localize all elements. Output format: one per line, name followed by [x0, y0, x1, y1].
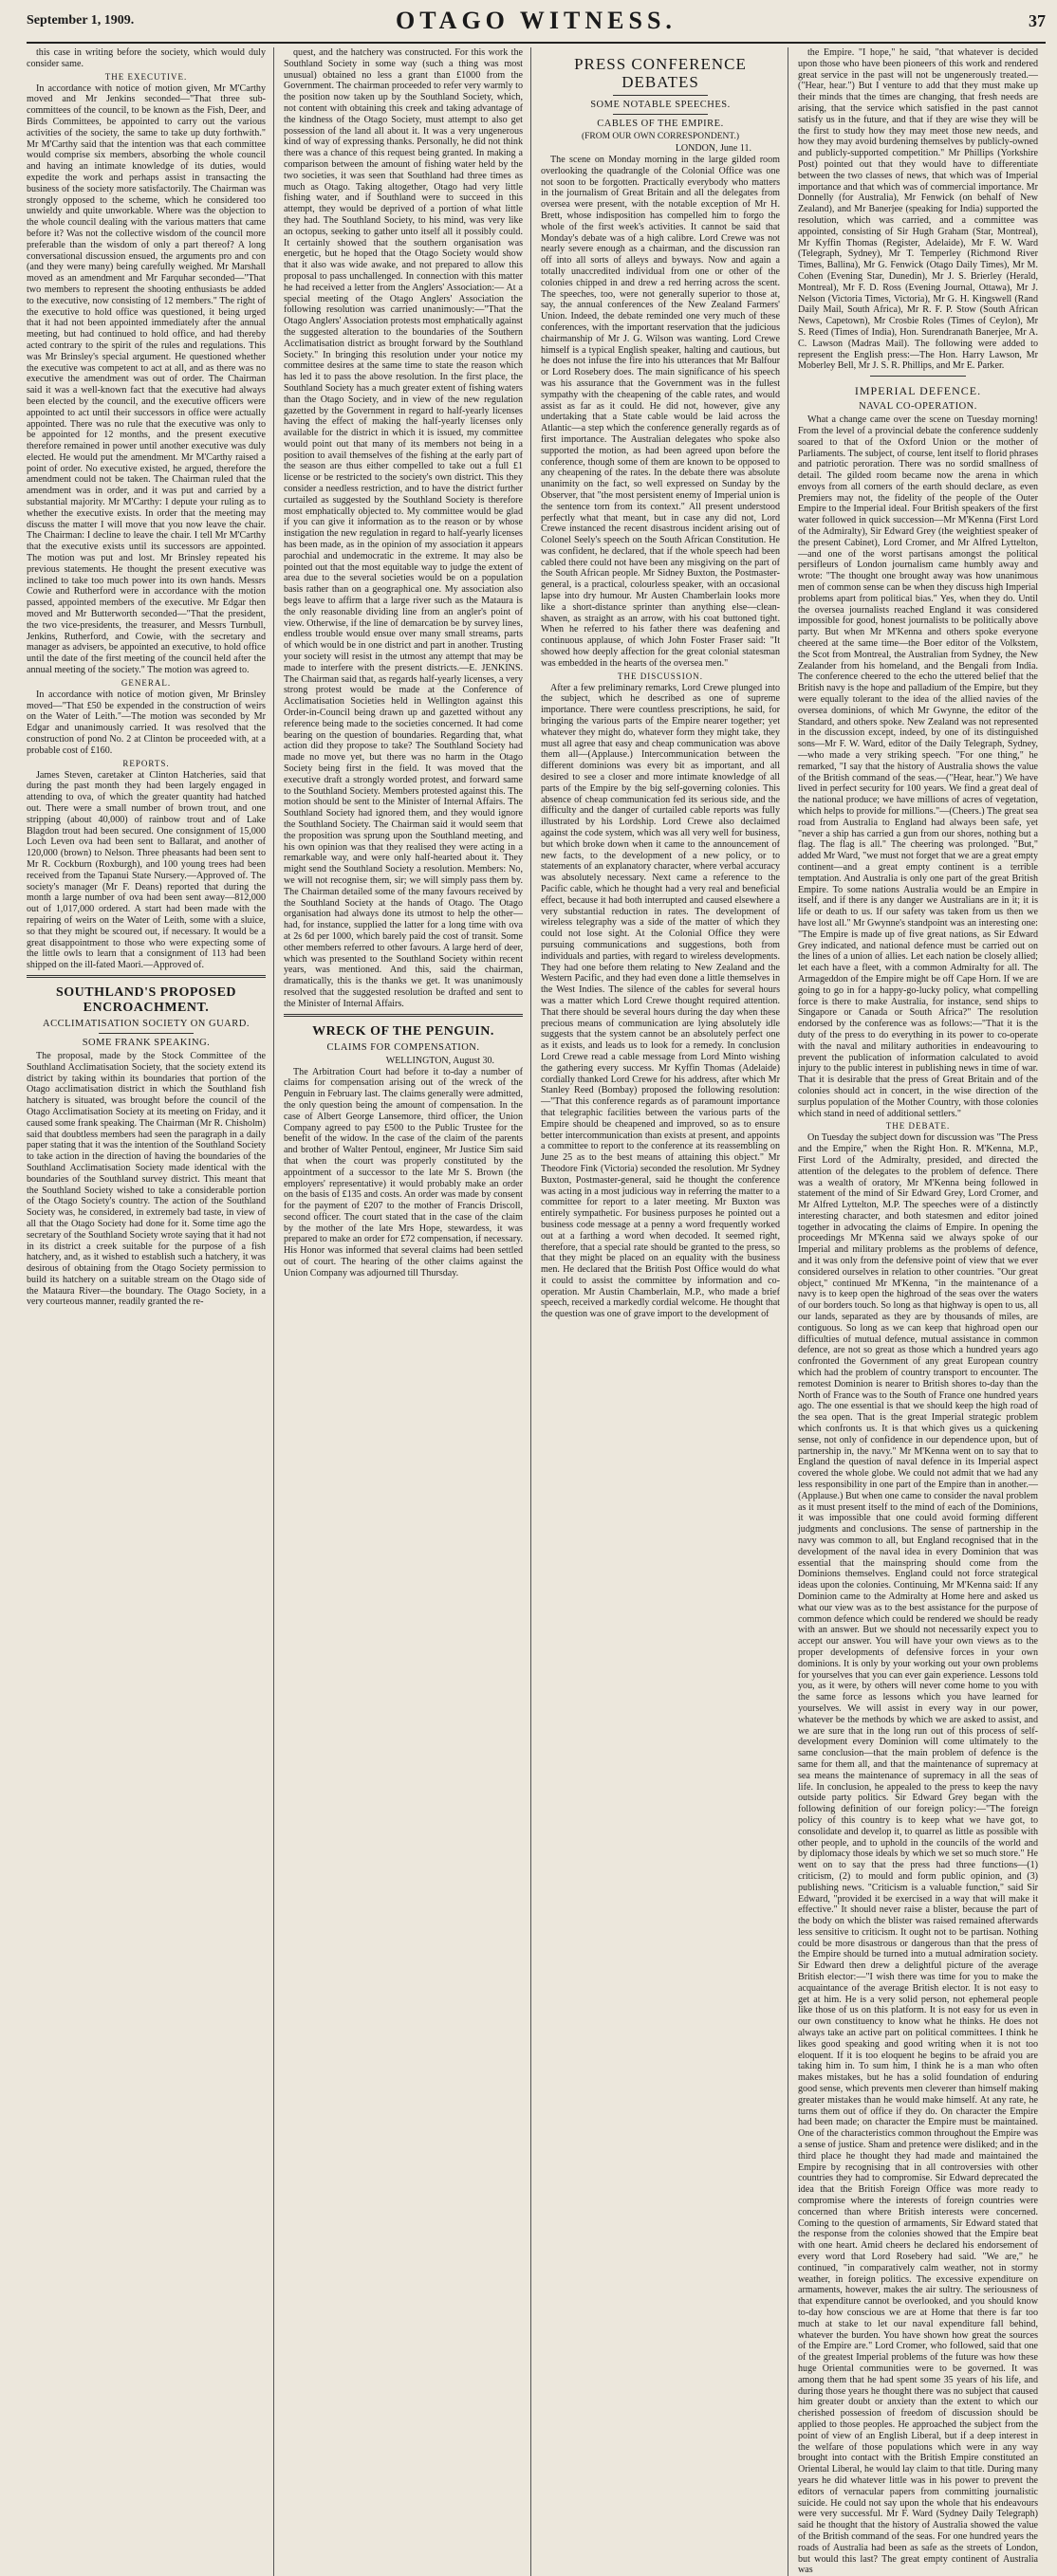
byline: (FROM OUR OWN CORRESPONDENT.) [581, 132, 740, 141]
column-1 [27, 47, 274, 2576]
article-text: On Tuesday the subject down for discussion was "The Press and the Empire," when the Right Hon. R. M'Kenna, M.P., First Lord of the Admiralty, presided, and directed the attention of the delegates to the problem of defence. There was a wealth of oratory, Mr M'Kenna being followed in statement of the mind of Sir Edward Grey, Lord Cromer, and Mr Alfred Lyttelton, M.P. The speeches were of a distinctly interesting character, and both statesmen and editor joined together in advocating the claims of Empire. In opening the proceedings Mr M'Kenna said we always spoke of our Imperial and military problems as the problems of defence, and it was only from the defensive point of view that we ever considered ourselves in relation to other countries. "Our great object," continued Mr M'Kenna, "in the maintenance of a navy is to keep open the highroad of the seas over the waters of our borders touch. So long as that highway is open to us, all our lands, separated as they are by thousands of miles, are contiguous. So long as we can keep that highroad open our difficulties of mutual defence, mutual assistance in common defence, are not so great as those which a hundred years ago confronted the Government of any great European country which had the problem of country transport to encounter. The remotest Dominion is nearer to British shores to-day than the North of France was to the South of France one hundred years ago. The one essential is that we should keep the high road of the sea open. That is the great Imperial strategic problem which confronts us. It is that which gives us a quickening sense, not only of confidence in our dependence upon, but of partnership in, the navy." Mr M'Kenna went on to say that to England the question of naval defence in its Imperial aspect covered the whole globe. We could not admit that we had any less responsibility in one part of the Empire than in another.—(Applause.) But when one came to consider the naval problem as it must present itself to the mind of each of the Dominions, it was impossible that one could avoid forming different judgments and conclusions. The sense of partnership in the navy was common to all, but England recognised that in the development of the naval idea in every Dominion that was essential that the mainspring should come from the Dominions themselves. England could not force strategical ideas upon the colonies. Continuing, Mr M'Kenna said: If any Dominion came to the Admiralty at Home here and asked us what our view was as to the best assistance for the purpose of common defence which could be rendered we should be ready with an answer. But we should not necessarily expect you to accept our answer. You will have your own views as to the proper developments of defensive forces in your own dominions. It is only by your working out your own problems for yourselves that you can ever gain experience. Lessons told you, as it were, by others will never come home to you with the same force as lessons which you have learned for yourselves. We will assist in every way in our power, whatever be the methods by which we are asked to assist, and we are sure that in the long run out of this process of self-development every Dominion will come ultimately to the same conclusion—that the main problem of defence is the same for them all, and that the maintenance of supremacy at sea means the maintenance of supremacy in all the seas of life. In conclusion, he appealed to the press to keep the navy outside party politics. Sir Edward Grey began with the following definition of our foreign policy:—"The foreign policy of this country is to keep what we have got, to consolidate and develop it, to quarrel as little as possible with other people, and to uphold in the councils of the world and by diplomacy those ideals by which we set so much store." He went on to say that the press had three functions—(1) criticism, (2) to mould and form public opinion, and (3) publishing news. "Criticism is a valuable function," said Sir Edward, "provided it be exercised in a way that will make it effective." It should never raise a blister, because the part of the body on which the blister was raised remained afterwards less sensitive to criticism. It ought not to be partisan. Nothing could be more disastrous or dangerous than that the press of the Empire should be turned into a mutual admiration society. Sir Edward then drew a delightful picture of the average British elector:—"I wish there was time for you to make the acquaintance of the average British elector. It is not easy to get at him. He is a very solid person, not ephemeral people like those of us on this platform. It is not easy for us even in our own constituency to know what he thinks. He does not always take an active part on political committees. I think he likes good speaking and good writing when it is not too eloquent. If it is too eloquent he begins to be afraid you are taking him in. To sum him, I think he is a man who often makes mistakes, but he has a solid foundation of enduring good sense, which prevents men cleverer than himself making greater mistakes than he would make himself. At any rate, he turns them out of office if they do. On character the Empire had been made; on character the Empire must be maintained. One of the characteristics common throughout the Empire was a sense of justice. Sham and pretence were disliked; and in the third place he thought they had made and maintained the Empire by recognising that in all controversies with other countries they had to compromise. Sir Edward deprecated the idea that the British Foreign Office was more ready to compromise where the interests of foreign countries were concerned than where British interests were concerned. Coming to the question of armaments, Sir Edward stated that the response from the colonies showed that the Empire beat with one heart. Amid cheers he declared his endorsement of every word that Lord Rosebery had said. "We are," he continued, "in comparatively calm weather, not in stormy weather, in foreign politics. The excessive expenditure on armaments, however, makes the air sultry. The seriousness of that expenditure cannot be overlooked, and you should know to-day how conscious we are at Home that there is far too much at stake to let our naval expenditure fall behind, whatever the burden. You have shown how great the sources of the Empire are." Lord Cromer, who followed, said that one of the greatest Imperial problems of the future was how these huge Oriental communities were to be governed. It was among them that he had spent some 35 years of his life, and during those years he thought there was no subject that caused him greater doubt or anxiety than the extent to which our cherished possession of freedom of discussion should be applied to those peoples. He approached the subject from the point of view of an English Liberal, but if a deep interest in the welfare of those populations which were in any way brought into contact with the British Empire constituted an Oriental Liberal, he would lay claim to that title. During many years he did whatever little was in his power to prevent the editors of vernacular papers from committing journalistic suicide. He could not say upon the whole that his endeavours were very successful. Mr F. Ward (Sydney Daily Telegraph) said he thought that the history of Australia showed the value of the British command of the seas. For one hundred years the roads of Australia had been as safe as the streets of London, but would this last? The great empty continent of Australia was [798, 1132, 1038, 2576]
article-text: James Steven, caretaker at Clinton Hatcheries, said that during the past month they had been largely engaged in attending to ova, of which the greater quantity had hatched out. There were a small number of brown trout, and one stripping (about 40,000) of rainbow trout and of Lake Blagdon trout had been secured. One consignment of 15,000 Loch Leven ova had been sent to Ballarat, and another of 120,000 (brown) to Nelson. Three pheasants had been sent to Mr R. Cockburn (Roxburgh), and 100 young trees had been received from the Tapanui State Nursery.—Approved of. The society's manager (Mr F. Deans) reported that during the month a large number of ova had been sent away—812,000 out of 1,017,000 ordered. A start had been made with the repairing of weirs on the Water of Leith, some with a sluice, so that they might be scoured out, if necessary. It would be a great disappointment to those who were expecting some of the little owls to learn that a consignment of 113 had been shipped on the ill-fated Maori.—Approved of. [27, 769, 266, 971]
article-text: The scene on Monday morning in the large gilded room overlooking the quadrangle of the Colonial Office was one not soon to be forgotten. Practically everybody who matters in the journalism of Great Britain and all the delegates from oversea were present, with the notable exception of Mr H. Brett, whose indisposition has compelled him to forgo the whole of the first week's activities. It cannot be said that Monday's debate was of a high calibre. Lord Crewe was not nearly severe enough as a chairman, and the discussion ran off into all sorts of alleys and byways. Now and again a totally unaccredited individual from one or other of the colonies chipped in and drew a red herring across the scent. The speeches, too, were not generally superior to those at, say, the annual conferences of the New Zealand Farmers' Union. Indeed, the debate reminded one very much of these conferences, with the important reservation that the judicious chairmanship of Mr J. G. Wilson was wanting. Lord Crewe himself is a typical English speaker, halting and cautious, but he does not infuse the fire into his utterances that Mr Balfour or Lord Rosebery does. The main significance of his speech was his assurance that the Government was in the fullest sympathy with the cheapening of the cable rates, and would assist as far as it could. He did not, however, give any undertaking that a State cable would be laid across the Atlantic—a step which the conference generally regards as of first importance. The Australian delegates who spoke also supported the motion, as had been agreed upon before the conference, though some of them are known to be opposed to any cheapening of the rates. In the debate there was absolute unanimity on the fact, so well expressed on Sunday by the Observer, that "the most persistent enemy of Imperial union is the sentence torn from its context." All present understood perfectly what that meant, but in case any did not, Lord Crewe instanced the recent disastrous incident arising out of Colonel Seely's speech on the South African Constitution. He was confident, he declared, that if the whole speech had been cabled there could not have been any misgiving on the part of the South African people. Mr Sidney Buxton, the Postmaster-general, is a practical, colourless speaker, with an occasional lapse into dry humour. Mr Austen Chamberlain looks more like a short-distance sprinter than anything else—clean-shaven, as straight as an arrow, with his coat buttoned tight. When he referred to his father there was deafening and continuous applause, of which John Foster Fraser said: "It showed how deeply affection for the great colonial statesman was embedded in the hearts of the oversea men." [541, 155, 780, 669]
issue-date: September 1, 1909. [27, 13, 135, 28]
article-text: quest, and the hatchery was constructed. For this work the Southland Society in some way (such a thing was most unusual) obtained no less a grant than £1000 from the Government. The chairman proceeded to refer very warmly to the position now taken up by the Southland Society, which, not content with obtaining this creek and taking advantage of the kindness of the Otago Society, must attempt to also get possession of the land all about it. It was a very ungenerous kind of way of expressing thanks. Personally, he did not think there was a chance of this request being granted. In making a comparison between the amount of fishing water held by the two societies, it was seen that Southland had three times as much as Otago. Taking altogether, Otago had very little fishing water, and if Southland were to succeed in this attempt, they would be deprived of a portion of what little they had. The Southland Society, to his mind, was very like an octopus, seeking to gather unto itself all it possibly could. It certainly showed that the southern organisation was energetic, but he hoped that the Otago Society would show that it also was wide awake, and not prepared to allow this proposal to pass unchallenged. In connection with this matter he had received a letter from the Anglers' Association:— At a special meeting of the Otago Anglers' Association the following resolution was carried unanimously:—"That the Otago Anglers' Association protests most emphatically against the suggested alteration to the boundaries of the Southern Acclimatisation district as brought forward by the Southland Society." In bringing this resolution under your notice my committee desires at the same time to state the reason which has led it to pass the above resolution. In the first place, the Southland Society has a much greater extent of fishing waters than the Otago Society, and in view of the new regulation gazetted by the Government in regard to half-yearly licenses having the effect of making the half-yearly licenses only available for the district in which it is issued, my committee would point out that many of its members not being in a position to avail themselves of the fishing at the early part of the season are thus either compelled to take out a full £1 license or be restricted to the society's own district. This they consider a needless restriction, and to have the district further curtailed as suggested by the Southland Society is therefore most emphatically objected to. My committee would be glad if you can give it information as to the reason or by whose instigation the new regulation in regard to half-yearly licenses has been made, as in the opinion of my association it appears parochial and undemocratic in the extreme. It may also be pointed out that the most equitable way to judge the extent of area due to the several societies would be on a population basis rather than on a geographical one. My association also begs leave to affirm that a large river such as the Mataura is the only reasonable dividing line from an angler's point of view. Otherwise, if the line of demarcation be by survey lines, endless trouble would ensue over many small streams, parts of which would be in one district and part in another. Trusting your society will resist in the utmost any attempt that may be made to interfere with the present districts.—E. JENKINS. The Chairman said that, as regards half-yearly licenses, a very strong protest would be made at the Conference of Acclimatisation Societies held in Wellington against this Order-in-Council being drawn up and gazetted without any reference being made to the societies concerned. It had come bearing on the question of boundaries. Regarding that, what action did they propose to take? The Southland Society had made no move yet, but there was no harm in the Otago Society being first in the field. It was moved that the executive draft a strongly worded protest, and forward same to the Southland Society. Members protested against this. The motion should be sent to the Minister of Internal Affairs. The Southland Society had ignored them, and they would ignore the Southland Society. The Chairman said it would seem that the proposition was sprung upon the Southland meeting, and his own opinion was that they realised they were acting in a remarkable way, and were only half-hearted about it. They might send the Southland Society a resolution. Members: No, we will not recognise them, sir; we will simply pass them by. The Chairman detailed some of the many favours received by the Southland Society at the hands of Otago. The Otago organisation had always done its utmost to help the other—had, for instance, supplied the latter for a long time with ova at 2s 6d per 1000, which barely paid the cost of transit. Some other members referred to other favours. A large herd of deer, which was presented to the Southland Society within recent years, was mentioned. And this, said the chairman, dramatically, this is the thanks we get. It was unanimously resolved that the suggested resolution be drafted and sent to the Minister of Internal Affairs. [284, 47, 523, 1009]
subheading-debate: THE DEBATE. [885, 1121, 951, 1132]
divider [870, 376, 966, 377]
subheading-executive: THE EXECUTIVE. [104, 71, 188, 82]
subheading-general: GENERAL. [121, 677, 172, 688]
dateline-london: LONDON, June 11. [675, 143, 751, 154]
page-number: 37 [1028, 10, 1046, 30]
section-rule [27, 975, 266, 978]
column-4 [798, 47, 1046, 2576]
deck-naval: NAVAL CO-OPERATION. [859, 401, 977, 413]
column-2 [284, 47, 531, 2576]
headline-imperial-defence: IMPERIAL DEFENCE. [854, 384, 982, 398]
headline-penguin: WRECK OF THE PENGUIN. [312, 1023, 494, 1039]
article-text: this case in writing before the society, which would duly consider same. [27, 47, 266, 69]
dateline-wellington: WELLINGTON, August 30. [385, 1055, 494, 1066]
article-columns [27, 47, 1046, 2576]
article-text: The Arbitration Court had before it to-day a number of claims for compensation arising out of the wreck of the Penguin in February last. The claims generally were admitted, the only question being the amount of compensation. In the case of Albert George Lansemore, third officer, the Union Company agreed to pay £500 to the Public Trustee for the benefit of the widow. In the case of the claim of the parents and brother of Walter Pentoul, engineer, Mr Justice Sim said that when the court was properly constituted by the appointment of a successor to the late Mr S. Brown (the employers' representative) it would probably make an order on the basis of £135 and costs. An order was made by consent for the payment of £207 to the mother of Francis Driscoll, second officer. The court stated that in the case of the claim by the mother of the late Mrs Hope, stewardess, it was prepared to make an order for £72 compensation, if necessary. His Honor was informed that several claims had been settled out of court. The hearing of the other claims against the Union Company was adjourned till Thursday. [284, 1066, 523, 1279]
section-rule [284, 1014, 523, 1017]
article-text: In accordance with notice of motion given, Mr Brinsley moved—"That £50 be expended in the construction of weirs on the Water of Leith."—The motion was seconded by Mr Edgar and unanimously carried. It was resolved that the construction of pond No. 2 at Clinton be proceeded with, at a probable cost of £160. [27, 689, 266, 756]
subheading-discussion: THE DISCUSSION. [617, 671, 703, 681]
article-text: What a change came over the scene on Tuesday morning! From the level of a provincial debate the conference suddenly soared to that of the Oxford Union or the mother of Parliaments. The subject, of course, lent itself to florid phrases and patriotic peroration. There was no sordid smallness of detail. The gilded room became now the arena in which envoys from all corners of the earth should declare, as even Premiers may not, the fidelity of the people of the Outer Empire to the Imperial ideal. Four British speakers of the first water followed in quick succession—Mr M'Kenna (First Lord of the Admiralty), Sir Edward Grey (the weightiest speaker of the present Cabinet), Lord Cromer, and Mr Alfred Lyttelton,—and one of the worst partisans amongst the political persifleurs of London journalism came humbly away and wrote: "The thought one brought away was how unanimous men of common sense can be when they discuss high Imperial problems apart from political bias." Yes, when they do. Until the oversea journalists reached England it was considered impossible for good, honest journalists to be politically above party. But when Mr M'Kenna and others spoke everyone cheered at the same time—the Boer editor of the Volkstem, the Scot from Montreal, the Australian from Sydney, the New Zealander from his homeland, and the Bengali from India. The conference cheered to the echo the uttered belief that the British navy is the hope and palladium of the Empire, but they were equally tolerant to the idea of the allied navies of the oversea dominions, of which Mr Gwynne, the editor of the Standard, and others spoke. New Zealand was not represented in the discussion except, indeed, by one of its distinguished sons—Mr F. W. Ward, editor of the Daily Telegraph, Sydney,—who made a very striking speech. "For one thing," he remarked, "I say that the history of Australia shows the value of the British command of the seas.—("Hear, hear.") We have lived in perfect security for 100 years. We find a great deal of the national produce; we have millions of acres of vegetation, which helps to provide for millions."—(Cheers.) The great sea road from Australia to England had always been safe, yet "never a ship has carried a gun from our shores, nothing but a flag. The flag is all." The cheering was prolonged. "But," added Mr Ward, "we must not forget that we are a great empty continent—and a great empty continent is a terrible temptation. And Australia is only one part of the great British Empire. To some nations Australia would be an Empire in itself, and if there is any danger we Australians are in it; it is life or death to us. If our safety was taken from us then we have lost all." Mr Gwynne's standpoint was an interesting one: "The Empire is made up of five great nations, as Sir Edward Grey indicated, and national defence must be carried out on the lines of a union of allies. Let each nation be closely allied; let each have a fleet, with a common Admiralty for all. The Armageddon of the Empire might be off Cape Horn. If we are going to go in for a happy-go-lucky policy, what compelling force is there to make Australia, for instance, send ships to Singapore or Canada or South Africa?" The resolution endorsed by the conference was as follows:—"That it is the duty of the press to do everything in its power to co-operate with the naval and military authorities in endeavouring to prevent the publication of information calculated to avoid injury to the public interest in publishing news in time of war. That it is desirable that the press of Great Britain and of the colonies should act in concert, in the wise direction of the surplus population of the Mother Country, with those colonies which stand in need of additional settlers." [798, 414, 1038, 1119]
deck-acclimatisation: ACCLIMATISATION SOCIETY ON GUARD. [43, 1018, 250, 1029]
masthead [27, 0, 1046, 44]
column-3 [541, 47, 788, 2576]
headline-southland: SOUTHLAND'S PROPOSED ENCROACHMENT. [55, 984, 237, 1015]
article-text: In accordance with notice of motion given, Mr M'Carthy moved and Mr Jenkins seconded—"That three sub-committees of the council, to be known as the Fish, Deer, and Birds Committees, be appointed to carry out the various activities of the society, the same to take up duty forthwith." Mr M'Carthy said that the intention was that each committee would comprise six members, absorbing the whole council and having an intimate knowledge of its duties, would expedite the work and perhaps assist in transacting the business of the society more satisfactorily. The Chairman was strongly opposed to the scheme, which he considered too unwieldy and quite unworkable. Where was the objection to the whole council dealing with the various matters that came before it? Was not the collective wisdom of the council more preferable than the wisdom of only a part thereof? A long conversational discussion ensued, the arguments pro and con (and they were many) being carefully weighed. Mr Marshall moved as an amendment and Mr Farquhar seconded—"That two members to represent the shooting enthusiasts be added to the executive, now consisting of 12 members." The right of the executive to hold office was questioned, it being urged that it had not been appointed immediately after the annual meeting, but had continued to hold office, and had thereby acted contrary to the spirit of the rules and regulations. This was Mr Brinsley's special argument. He questioned whether the executive was competent to act at all, and as there was no executive the amendment was out of order. The Chairman said it was a well-known fact that the executive had always been elected by the council, and the executive officers were appointed to act until their successors in office were actually appointed. There was no rule that the executive was only to be appointed for 12 months, and the present executive therefore remained in power until another executive was duly elected. He would put the amendment. Mr M'Carthy raised a point of order. No executive existed, he argued, therefore the amendment could not be taken. The Chairman ruled that the amendment was in order, and it was put and carried by a substantial majority. Mr M'Carthy: I depute your ruling as to whether the executive exists. In order that the meeting may discuss the matter I will move that you now leave the chair. The Chairman: I decline to leave the chair. I tell Mr M'Carthy that the executive exists until its successors are appointed. The motion was put and lost. Mr Brinsley repeated his previous statements. He thought the present executive was inclined to take too much power into its own hands. Messrs Cowie and Rutherford were in accordance with the motion passed, appointed members of the executive. Mr Edgar then moved and Mr Butterworth seconded—"That the president, the two vice-presidents, the treasurer, and Messrs Turnbull, Jenkins, Rutherford, and Cowie, with the secretary and manager as advisers, be appointed an executive, to hold office until the date of the first meeting of the council held after the annual meeting of the society." The motion was agreed to. [27, 83, 266, 676]
subheading-reports: REPORTS. [122, 758, 170, 768]
article-text: The proposal, made by the Stock Committee of the Southland Acclimatisation Society, that the society extend its district by taking within its boundaries that portion of the Otago acclimatisation district in which the Southland fish hatchery is situated, was brought before the council of the Otago Acclimatisation Society at its meeting on Friday, and it caused some frank speaking. The Chairman (Mr R. Chisholm) said that doubtless members had seen the paragraph in a daily paper stating that it was the intention of the Southland Society to take action in the direction of having the boundaries of the Southland Acclimatisation Society made identical with the boundaries of the Southland survey district. This meant that the Southland Society wished to take a considerable portion of the Otago Society's country. The action of the Southland Society was, he considered, in extremely bad taste, in view of all that the Otago Society had done for it. Some time ago the secretary of the Southland Society wrote saying that it had not in its district a creek suitable for the purpose of a fish hatchery, and, as it wished to establish such a hatchery, it was desirous of obtaining from the Otago Society permission to build its hatchery on a suitable stream on the Otago side of the Mataura River—the boundary. The Otago Society, in a very courteous manner, readily granted the re- [27, 1050, 266, 1308]
divider [613, 95, 709, 96]
deck-compensation: CLAIMS FOR COMPENSATION. [326, 1041, 480, 1053]
deck-frank-speaking: SOME FRANK SPEAKING. [82, 1037, 211, 1048]
divider [99, 1033, 195, 1034]
article-text: After a few preliminary remarks, Lord Crewe plunged into the subject, which he described as one of supreme importance. There were countless prescriptions, he said, for bringing the various parts of the Empire nearer together; yet whatever they might do, whatever form they might take, they must all agree that easy and cheap communication was above them all—(Applause.) Intercommunication between the different dominions was every bit as important, and all desired to see a closer and more intimate knowledge of all parts of the Empire by the big self-governing colonies. This absence of cheap communication fed its serious side, and the difficulty and the danger of curtailed cable reports was fully illustrated by his Lordship. Lord Crewe also declaimed against the code system, which was all very well for business, but which broke down when it came to the announcement of new facts, to the development of a new policy, or to statements of an explanatory character, where verbal accuracy was absolutely necessary. Next came a reference to the Pacific cable, which he thought had a very real and beneficial effect, because it had both interrupted and caused elsewhere a very substantial reduction in rates. The development of wireless telegraphy was a side of the matter of which they could not lose sight. At the Colonial Office they were pursuing communications and suggestions, both from individuals and parties, with regard to wireless developments. They had one before them relating to New Zealand and the Western Pacific, and they had even done a little themselves in the West Indies. The silence of the cables for several hours was a matter which Lord Crewe thought required attention. That there should be several hours during the day when these precious means of communication are lying absolutely idle suggests that the system cannot be an absolutely perfect one as it exists, and leads us to look for a remedy. In conclusion Lord Crewe read a cable message from Lord Minto wishing the gathering every success. Mr Kyffin Thomas (Adelaide) cordially thanked Lord Crewe for his address, after which Mr Stanley Reed (Bombay) proposed the following resolution:—"That this conference regards as of paramount importance that telegraphic facilities between the various parts of the Empire should be cheapened and improved, so as to ensure better intercommunication than exists at present, and appoints a committee to report to the conference at its reassembling on June 25 as to the best means of attaining this object." Mr Theodore Fink (Victoria) seconded the resolution. Mr Sydney Buxton, Postmaster-general, said he thought the conference was acting in a most judicious way in referring the matter to a committee for report to a later meeting. Mr Buxton was entirely sympathetic. For business purposes he pointed out a business code message at a penny a word frequently worked out at a farthing a word when decoded. It seemed right, therefore, that a special rate should be granted to the press, so that they might be placed on an equality with the business men. He declared that the British Post Office would do what it could to assist the committee by information and co-operation. Mr Austin Chamberlain, M.P., who made a brief speech, received a markedly cordial welcome. He thought that the question was one of grave import to the development of [541, 682, 780, 1320]
divider [613, 114, 709, 115]
headline-press-conference: PRESS CONFERENCE DEBATES [574, 55, 747, 91]
deck-cables: CABLES OF THE EMPIRE. [597, 119, 724, 129]
newspaper-title: OTAGO WITNESS. [396, 7, 677, 34]
article-text: the Empire. "I hope," he said, "that whatever is decided upon those who have been pioneers of this work and rendered great service in the past will not be ungenerously treated.—("Hear, hear.") But I venture to add that they must make up their minds that the times are changing, that fresh needs are arising, that the service which satisfied in the past cannot satisfy us in the future, and that if they are wise they will be the first to study how they may meet those new needs, and how they may avoid burdening themselves by publicly-owned and publicly-supported competition." Mr Phillips (Yorkshire Post) pointed out that they would have to differentiate between the two classes of news, that which was of Imperial importance and that which was of commercial importance. Mr Donnelly (for Australia), Mr Fenwick (on behalf of New Zealand), and Mr Banerjee (speaking for India) supported the resolution, which was carried, and a committee was appointed, consisting of Sir Hugh Graham (Star, Montreal), Mr Kyffin Thomas (Register, Adelaide), Mr F. W. Ward (Telegraph, Sydney), Mr T. Temperley (Richmond River Times, Ballina), Mr G. Fenwick (Otago Daily Times), Mr M. Cohen (Evening Star, Dunedin), Mr J. S. Brierley (Herald, Montreal), Mr F. D. Ross (Evening Journal, Ottawa), Mr J. Nelson (Victoria Times, Victoria), Mr G. H. Kingswell (Rand Daily Mail, South Africa), Mr R. F. P. Stow (South African News, Capetown), Mr Crosbie Roles (Times of Ceylon), Mr S. Reed (Times of India), Hon. Surendranath Banerjee, Mr A. C. Lawson (Madras Mail). The following were added to represent the English press:—The Hon. Harry Lawson, Mr Moberley Bell, Mr J. S. R. Phillips, and Mr E. Parker. [798, 47, 1038, 372]
deck-notable-speeches: SOME NOTABLE SPEECHES. [590, 100, 731, 110]
